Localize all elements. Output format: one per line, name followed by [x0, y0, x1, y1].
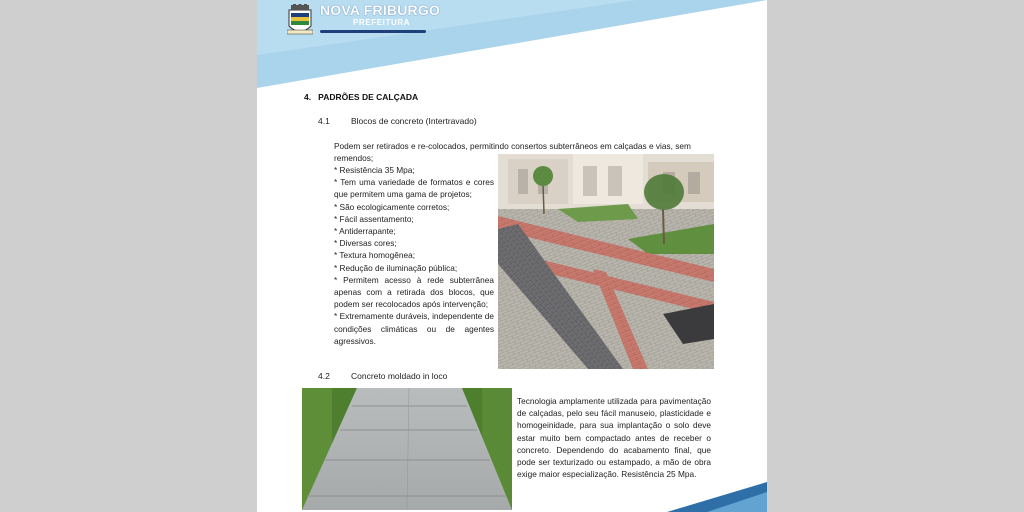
list-item: * Resistência 35 Mpa;: [334, 165, 415, 175]
subsection-number: 4.1: [318, 116, 330, 126]
intro-text: Podem ser retirados e re-colocados, permitindo consertos subterrâneos em calçadas e vias, sem remendos;: [334, 141, 691, 163]
list-item: * Textura homogênea;: [334, 250, 416, 261]
section-title: 4. PADRÕES DE CALÇADA: [304, 92, 419, 102]
coat-of-arms-icon: [287, 4, 313, 37]
subsection-title: Blocos de concreto (Intertravado): [351, 116, 477, 126]
corner-decoration: [647, 482, 767, 512]
list-item: * Fácil assentamento;: [334, 213, 414, 224]
brand-underline: [320, 30, 426, 33]
brand-name: NOVA FRIBURGO: [320, 2, 441, 18]
list-item: * Extremamente duráveis, independente de condições climáticas ou de agentes agressivos.: [334, 311, 494, 346]
list-item: * Antiderrapante;: [334, 226, 396, 237]
concrete-sidewalk-photo: [302, 388, 512, 510]
list-item: * Permitem acesso à rede subterrânea apenas com a retirada dos blocos, que podem ser recolocados após intervenção;: [334, 274, 494, 310]
list-item: * Tem uma variedade de formatos e cores que permitem uma gama de projetos;: [334, 177, 494, 200]
concrete-description: Tecnologia amplamente utilizada para pavimentação de calçadas, pelo seu fácil manuseio, plasticidade e homogeinidade, para sua implantação o solo deve estar muito bem compactado antes de receber o concreto. Dependendo do acabamento final, que pode ser texturizado ou estampado, a mão de obra exige maior especialização. Resistência 25 Mpa.: [517, 396, 711, 480]
list-item: * Redução de iluminação pública;: [334, 262, 458, 273]
subsection-number: 4.2: [318, 371, 330, 381]
list-item: * Diversas cores;: [334, 238, 397, 249]
document-page: [257, 0, 767, 512]
feature-list: [334, 164, 494, 347]
list-item: * São ecologicamente corretos;: [334, 201, 450, 212]
subsection-title: Concreto moldado in loco: [351, 371, 448, 381]
brand-subtitle: PREFEITURA: [353, 18, 411, 27]
interlocking-paver-photo: [498, 154, 714, 369]
